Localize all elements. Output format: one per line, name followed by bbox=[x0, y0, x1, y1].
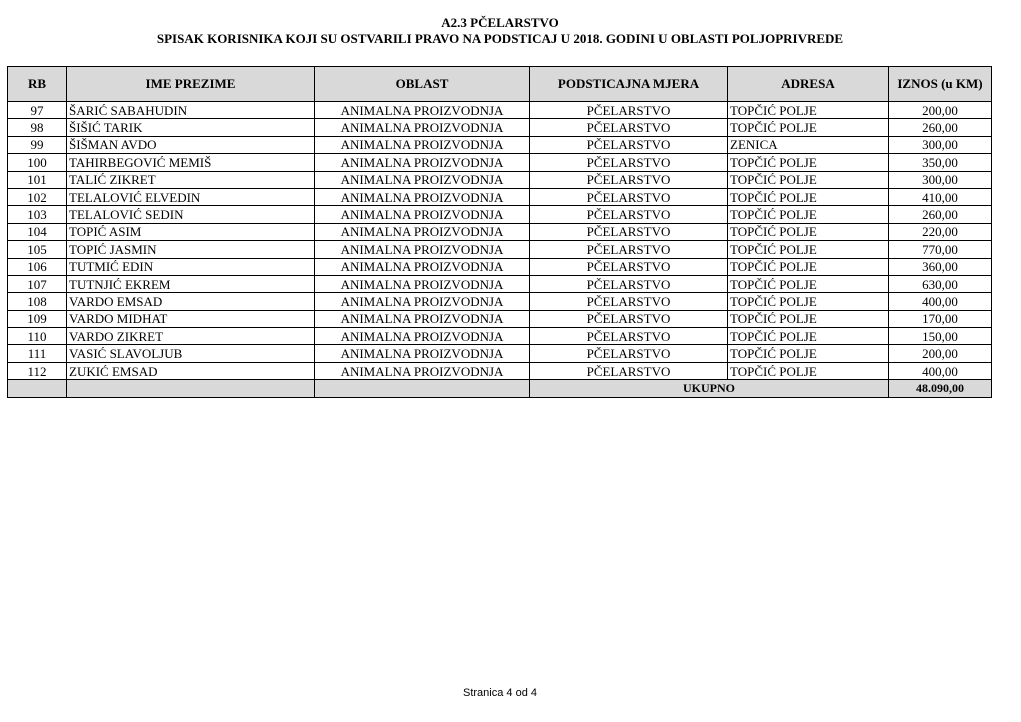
table-row bbox=[8, 188, 992, 205]
cell-iznos: 300,00 bbox=[889, 171, 992, 188]
column-header-rb: RB bbox=[8, 67, 67, 102]
total-empty-cell bbox=[315, 380, 530, 398]
cell-podsticajna-mjera: PČELARSTVO bbox=[530, 241, 728, 258]
page-number: Stranica 4 od 4 bbox=[463, 687, 537, 699]
total-empty-cell bbox=[8, 380, 67, 398]
cell-oblast: ANIMALNA PROIZVODNJA bbox=[315, 119, 530, 136]
column-header-ime-prezime: IME PREZIME bbox=[67, 67, 315, 102]
cell-podsticajna-mjera: PČELARSTVO bbox=[530, 293, 728, 310]
cell-rb: 109 bbox=[8, 310, 67, 327]
cell-rb: 108 bbox=[8, 293, 67, 310]
table-row bbox=[8, 293, 992, 310]
cell-ime-prezime: ŠARIĆ SABAHUDIN bbox=[67, 102, 315, 119]
cell-iznos: 350,00 bbox=[889, 154, 992, 171]
cell-podsticajna-mjera: PČELARSTVO bbox=[530, 258, 728, 275]
total-label: UKUPNO bbox=[530, 380, 889, 398]
table-row bbox=[8, 154, 992, 171]
cell-iznos: 170,00 bbox=[889, 310, 992, 327]
table-header-row bbox=[8, 67, 992, 102]
cell-ime-prezime: ŠIŠMAN AVDO bbox=[67, 136, 315, 153]
table-row bbox=[8, 328, 992, 345]
cell-ime-prezime: VARDO ZIKRET bbox=[67, 328, 315, 345]
cell-rb: 110 bbox=[8, 328, 67, 345]
cell-adresa: TOPČIĆ POLJE bbox=[728, 293, 889, 310]
table-row bbox=[8, 136, 992, 153]
cell-ime-prezime: TELALOVIĆ ELVEDIN bbox=[67, 188, 315, 205]
cell-ime-prezime: VARDO EMSAD bbox=[67, 293, 315, 310]
cell-adresa: TOPČIĆ POLJE bbox=[728, 241, 889, 258]
total-row bbox=[8, 380, 992, 398]
column-header-podsticajna-mjera: PODSTICAJNA MJERA bbox=[530, 67, 728, 102]
cell-oblast: ANIMALNA PROIZVODNJA bbox=[315, 345, 530, 362]
beneficiaries-table bbox=[7, 66, 992, 398]
cell-podsticajna-mjera: PČELARSTVO bbox=[530, 154, 728, 171]
cell-podsticajna-mjera: PČELARSTVO bbox=[530, 206, 728, 223]
cell-podsticajna-mjera: PČELARSTVO bbox=[530, 188, 728, 205]
table-row bbox=[8, 310, 992, 327]
table-row bbox=[8, 275, 992, 292]
cell-podsticajna-mjera: PČELARSTVO bbox=[530, 136, 728, 153]
cell-podsticajna-mjera: PČELARSTVO bbox=[530, 171, 728, 188]
cell-oblast: ANIMALNA PROIZVODNJA bbox=[315, 136, 530, 153]
cell-oblast: ANIMALNA PROIZVODNJA bbox=[315, 258, 530, 275]
cell-adresa: TOPČIĆ POLJE bbox=[728, 206, 889, 223]
cell-oblast: ANIMALNA PROIZVODNJA bbox=[315, 275, 530, 292]
cell-adresa: TOPČIĆ POLJE bbox=[728, 345, 889, 362]
cell-podsticajna-mjera: PČELARSTVO bbox=[530, 119, 728, 136]
cell-ime-prezime: TALIĆ ZIKRET bbox=[67, 171, 315, 188]
cell-iznos: 770,00 bbox=[889, 241, 992, 258]
cell-adresa: TOPČIĆ POLJE bbox=[728, 275, 889, 292]
cell-podsticajna-mjera: PČELARSTVO bbox=[530, 223, 728, 240]
document-header bbox=[0, 15, 1000, 47]
cell-podsticajna-mjera: PČELARSTVO bbox=[530, 328, 728, 345]
cell-podsticajna-mjera: PČELARSTVO bbox=[530, 362, 728, 379]
cell-adresa: ZENICA bbox=[728, 136, 889, 153]
table-row bbox=[8, 345, 992, 362]
cell-oblast: ANIMALNA PROIZVODNJA bbox=[315, 102, 530, 119]
cell-adresa: TOPČIĆ POLJE bbox=[728, 258, 889, 275]
cell-rb: 104 bbox=[8, 223, 67, 240]
table-row bbox=[8, 241, 992, 258]
cell-rb: 103 bbox=[8, 206, 67, 223]
cell-podsticajna-mjera: PČELARSTVO bbox=[530, 345, 728, 362]
cell-iznos: 200,00 bbox=[889, 345, 992, 362]
cell-adresa: TOPČIĆ POLJE bbox=[728, 362, 889, 379]
cell-oblast: ANIMALNA PROIZVODNJA bbox=[315, 328, 530, 345]
cell-oblast: ANIMALNA PROIZVODNJA bbox=[315, 310, 530, 327]
cell-ime-prezime: VASIĆ SLAVOLJUB bbox=[67, 345, 315, 362]
cell-oblast: ANIMALNA PROIZVODNJA bbox=[315, 223, 530, 240]
cell-rb: 100 bbox=[8, 154, 67, 171]
cell-iznos: 150,00 bbox=[889, 328, 992, 345]
cell-oblast: ANIMALNA PROIZVODNJA bbox=[315, 154, 530, 171]
cell-ime-prezime: TUTNJIĆ EKREM bbox=[67, 275, 315, 292]
table-row bbox=[8, 362, 992, 379]
cell-rb: 106 bbox=[8, 258, 67, 275]
table-row bbox=[8, 171, 992, 188]
cell-oblast: ANIMALNA PROIZVODNJA bbox=[315, 171, 530, 188]
table-row bbox=[8, 223, 992, 240]
cell-rb: 105 bbox=[8, 241, 67, 258]
cell-iznos: 400,00 bbox=[889, 362, 992, 379]
cell-oblast: ANIMALNA PROIZVODNJA bbox=[315, 206, 530, 223]
total-empty-cell bbox=[67, 380, 315, 398]
column-header-adresa: ADRESA bbox=[728, 67, 889, 102]
cell-oblast: ANIMALNA PROIZVODNJA bbox=[315, 241, 530, 258]
cell-iznos: 360,00 bbox=[889, 258, 992, 275]
cell-ime-prezime: TOPIĆ ASIM bbox=[67, 223, 315, 240]
cell-adresa: TOPČIĆ POLJE bbox=[728, 102, 889, 119]
cell-rb: 111 bbox=[8, 345, 67, 362]
total-value: 48.090,00 bbox=[889, 380, 992, 398]
cell-oblast: ANIMALNA PROIZVODNJA bbox=[315, 188, 530, 205]
cell-adresa: TOPČIĆ POLJE bbox=[728, 171, 889, 188]
cell-ime-prezime: VARDO MIDHAT bbox=[67, 310, 315, 327]
cell-iznos: 400,00 bbox=[889, 293, 992, 310]
cell-iznos: 300,00 bbox=[889, 136, 992, 153]
cell-ime-prezime: TOPIĆ JASMIN bbox=[67, 241, 315, 258]
cell-iznos: 260,00 bbox=[889, 206, 992, 223]
cell-podsticajna-mjera: PČELARSTVO bbox=[530, 102, 728, 119]
cell-adresa: TOPČIĆ POLJE bbox=[728, 328, 889, 345]
table-row bbox=[8, 258, 992, 275]
cell-rb: 99 bbox=[8, 136, 67, 153]
cell-rb: 112 bbox=[8, 362, 67, 379]
table-body bbox=[8, 102, 992, 380]
cell-oblast: ANIMALNA PROIZVODNJA bbox=[315, 293, 530, 310]
cell-podsticajna-mjera: PČELARSTVO bbox=[530, 310, 728, 327]
cell-iznos: 630,00 bbox=[889, 275, 992, 292]
document-subtitle: SPISAK KORISNIKA KOJI SU OSTVARILI PRAVO NA PODSTICAJ U 2018. GODINI U OBLASTI POLJOPRIVREDE bbox=[156, 31, 844, 46]
cell-rb: 102 bbox=[8, 188, 67, 205]
cell-iznos: 220,00 bbox=[889, 223, 992, 240]
cell-rb: 98 bbox=[8, 119, 67, 136]
cell-adresa: TOPČIĆ POLJE bbox=[728, 119, 889, 136]
cell-adresa: TOPČIĆ POLJE bbox=[728, 223, 889, 240]
table-row bbox=[8, 119, 992, 136]
cell-ime-prezime: TELALOVIĆ SEDIN bbox=[67, 206, 315, 223]
cell-ime-prezime: TAHIRBEGOVIĆ MEMIŠ bbox=[67, 154, 315, 171]
cell-iznos: 260,00 bbox=[889, 119, 992, 136]
cell-rb: 107 bbox=[8, 275, 67, 292]
cell-ime-prezime: ŠIŠIĆ TARIK bbox=[67, 119, 315, 136]
cell-adresa: TOPČIĆ POLJE bbox=[728, 310, 889, 327]
cell-oblast: ANIMALNA PROIZVODNJA bbox=[315, 362, 530, 379]
cell-adresa: TOPČIĆ POLJE bbox=[728, 188, 889, 205]
cell-iznos: 200,00 bbox=[889, 102, 992, 119]
cell-rb: 97 bbox=[8, 102, 67, 119]
cell-podsticajna-mjera: PČELARSTVO bbox=[530, 275, 728, 292]
table-row bbox=[8, 102, 992, 119]
cell-ime-prezime: TUTMIĆ EDIN bbox=[67, 258, 315, 275]
cell-ime-prezime: ZUKIĆ EMSAD bbox=[67, 362, 315, 379]
table-row bbox=[8, 206, 992, 223]
document-title: A2.3 PČELARSTVO bbox=[441, 15, 559, 30]
cell-rb: 101 bbox=[8, 171, 67, 188]
cell-iznos: 410,00 bbox=[889, 188, 992, 205]
column-header-iznos: IZNOS (u KM) bbox=[889, 67, 992, 102]
cell-adresa: TOPČIĆ POLJE bbox=[728, 154, 889, 171]
column-header-oblast: OBLAST bbox=[315, 67, 530, 102]
